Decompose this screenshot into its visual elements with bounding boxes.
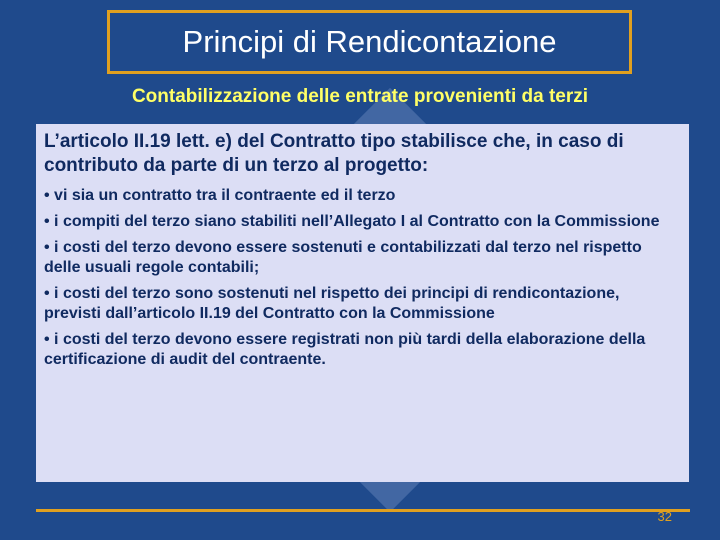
content-box	[36, 124, 689, 482]
title-box	[107, 10, 632, 74]
intro-paragraph: L’articolo II.19 lett. e) del Contratto tipo stabilisce che, in caso di contributo da parte di un terzo al progetto:	[44, 131, 624, 176]
bullet-item: • i costi del terzo devono essere sostenuti e contabilizzati dal terzo nel rispetto delle usuali regole contabili;	[44, 239, 642, 276]
footer-divider	[36, 509, 690, 512]
bullet-item: • i compiti del terzo siano stabiliti nell’Allegato I al Contratto con la Commissione	[44, 213, 660, 230]
bullet-item: • i costi del terzo sono sostenuti nel rispetto dei principi di rendicontazione, previsti dall’articolo II.19 del Contratto con la Commissione	[44, 285, 620, 322]
bullet-item: • vi sia un contratto tra il contraente ed il terzo	[44, 187, 396, 204]
slide-title: Principi di Rendicontazione	[182, 24, 557, 59]
bullet-item: • i costi del terzo devono essere registrati non più tardi della elaborazione della certificazione di audit del contraente.	[44, 331, 646, 368]
page-number: 32	[657, 509, 672, 524]
slide-subtitle: Contabilizzazione delle entrate provenienti da terzi	[131, 86, 589, 107]
